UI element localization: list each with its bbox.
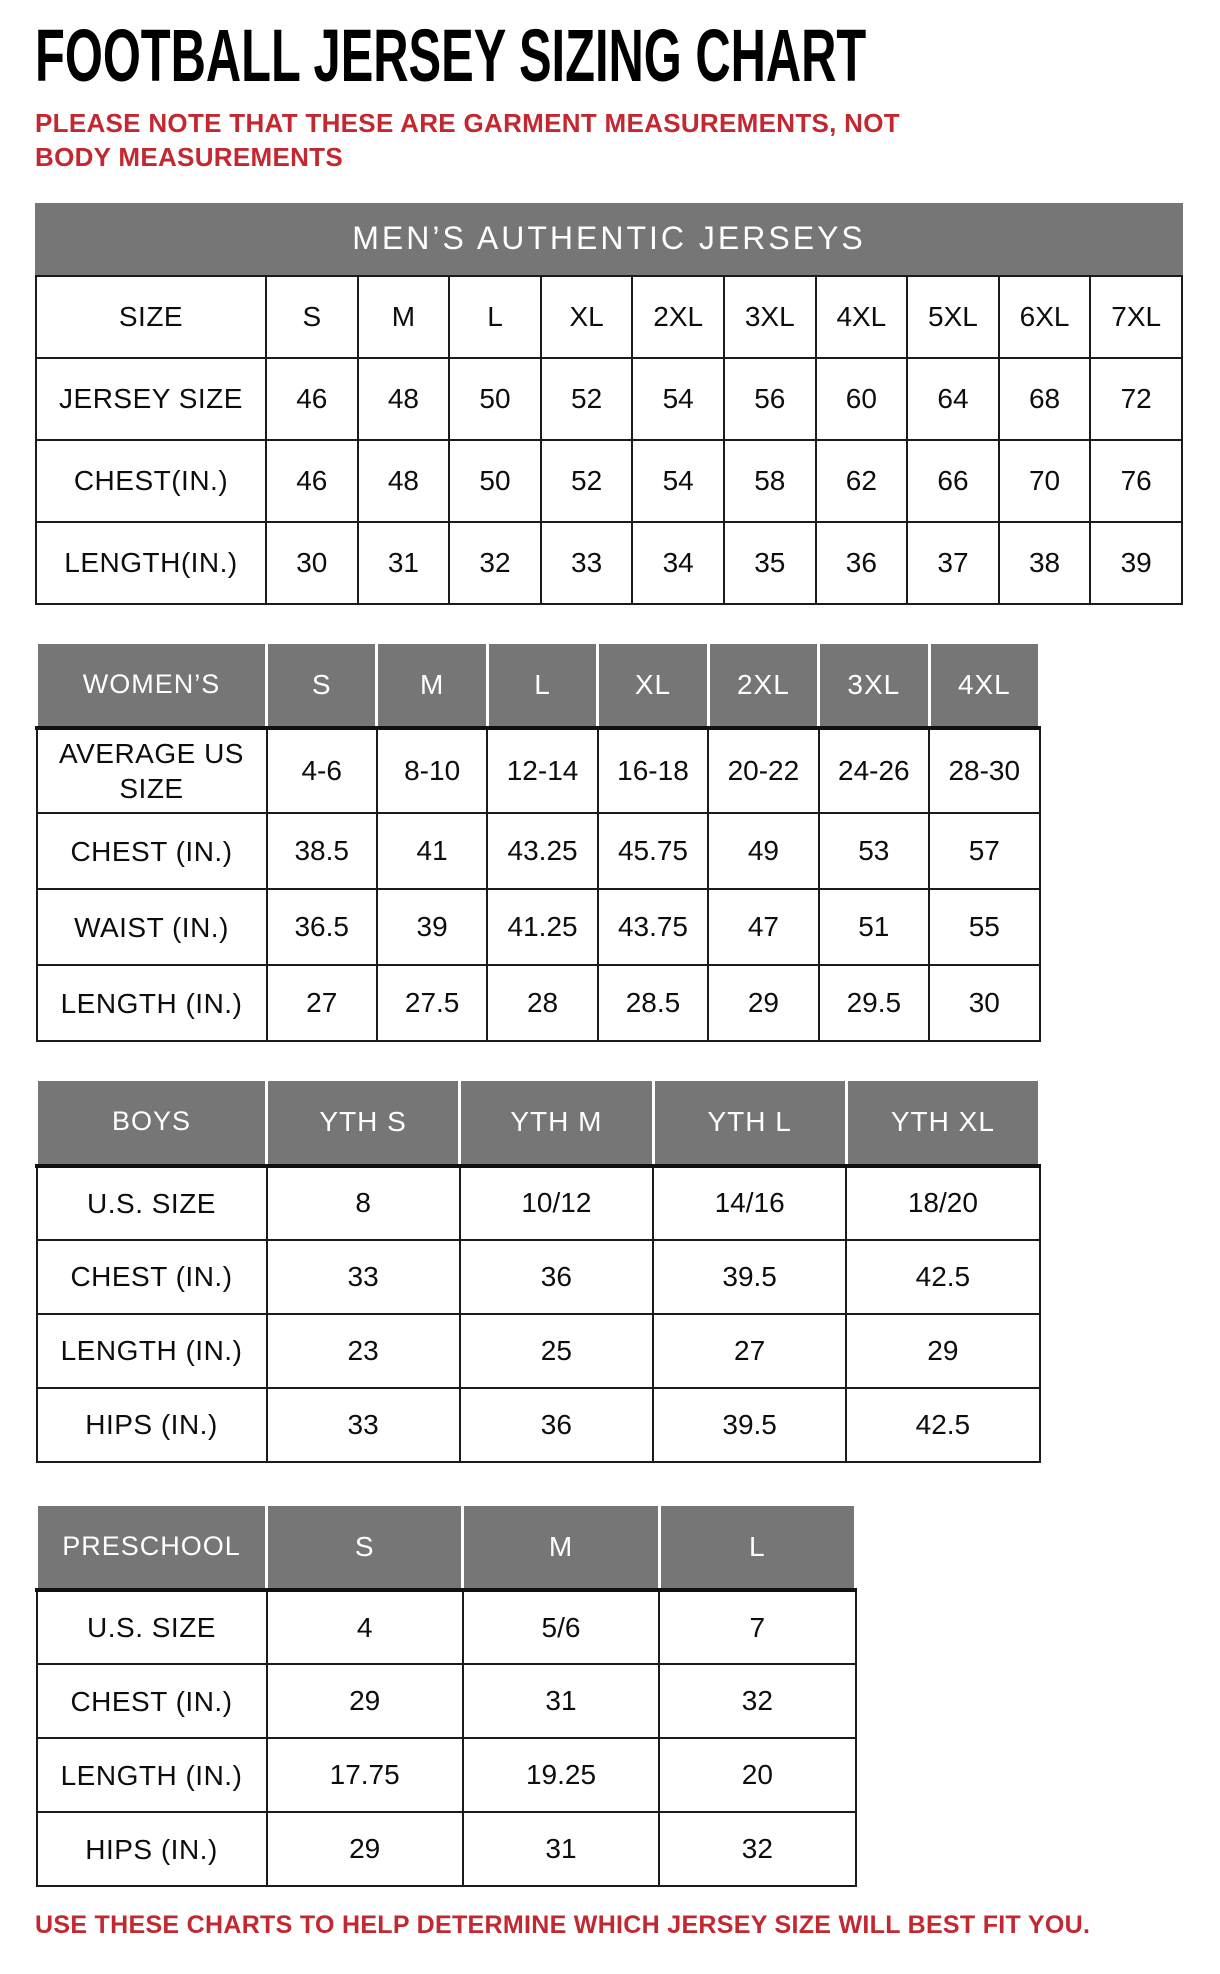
value-cell: 64 xyxy=(907,358,999,440)
table-row xyxy=(37,889,1040,965)
preschool-sizing-table xyxy=(35,1503,857,1888)
size-column-header: YTH L xyxy=(653,1080,846,1166)
value-cell: 20-22 xyxy=(708,728,818,813)
value-cell: 38.5 xyxy=(267,813,377,889)
value-cell: 43.75 xyxy=(598,889,708,965)
value-cell: 7XL xyxy=(1090,276,1182,358)
value-cell: 4 xyxy=(267,1590,463,1664)
value-cell: 24-26 xyxy=(819,728,929,813)
table-header-row xyxy=(37,1080,1040,1166)
value-cell: 33 xyxy=(267,1240,460,1314)
value-cell: S xyxy=(266,276,358,358)
value-cell: 8 xyxy=(267,1166,460,1240)
value-cell: 33 xyxy=(267,1388,460,1462)
value-cell: 29 xyxy=(708,965,818,1041)
size-column-header: M xyxy=(463,1504,659,1590)
value-cell: 29.5 xyxy=(819,965,929,1041)
value-cell: 52 xyxy=(541,358,633,440)
value-cell: 46 xyxy=(266,440,358,522)
value-cell: 56 xyxy=(724,358,816,440)
row-label: U.S. SIZE xyxy=(37,1590,267,1664)
value-cell: 46 xyxy=(266,358,358,440)
row-label: CHEST (IN.) xyxy=(37,1240,267,1314)
value-cell: 29 xyxy=(267,1664,463,1738)
table-row xyxy=(37,1240,1040,1314)
value-cell: 27 xyxy=(267,965,377,1041)
row-label: AVERAGE US SIZE xyxy=(37,728,267,813)
value-cell: 12-14 xyxy=(487,728,597,813)
table-header-row xyxy=(37,642,1040,728)
value-cell: 5XL xyxy=(907,276,999,358)
value-cell: 32 xyxy=(659,1812,855,1886)
value-cell: 16-18 xyxy=(598,728,708,813)
value-cell: M xyxy=(358,276,450,358)
value-cell: 41 xyxy=(377,813,487,889)
table-row xyxy=(37,1166,1040,1240)
size-column-header: S xyxy=(267,642,377,728)
size-column-header: YTH M xyxy=(460,1080,653,1166)
size-column-header: YTH XL xyxy=(846,1080,1039,1166)
table-header-row xyxy=(37,1504,856,1590)
value-cell: 28.5 xyxy=(598,965,708,1041)
table-row xyxy=(36,440,1182,522)
value-cell: 54 xyxy=(632,440,724,522)
value-cell: 41.25 xyxy=(487,889,597,965)
value-cell: 62 xyxy=(816,440,908,522)
garment-measurements-note: PLEASE NOTE THAT THESE ARE GARMENT MEASUREMENTS, NOT BODY MEASUREMENTS xyxy=(35,107,900,173)
value-cell: 10/12 xyxy=(460,1166,653,1240)
value-cell: 14/16 xyxy=(653,1166,846,1240)
row-label: CHEST (IN.) xyxy=(37,813,267,889)
womens-sizing-table xyxy=(35,641,1041,1043)
value-cell: 31 xyxy=(463,1664,659,1738)
value-cell: 50 xyxy=(449,358,541,440)
value-cell: 37 xyxy=(907,522,999,604)
mens-sizing-table xyxy=(35,275,1183,605)
size-column-header: 4XL xyxy=(929,642,1039,728)
table-row xyxy=(37,1590,856,1664)
value-cell: 33 xyxy=(541,522,633,604)
value-cell: 43.25 xyxy=(487,813,597,889)
row-label: CHEST (IN.) xyxy=(37,1664,267,1738)
value-cell: 29 xyxy=(846,1314,1039,1388)
value-cell: 2XL xyxy=(632,276,724,358)
row-label: LENGTH (IN.) xyxy=(37,965,267,1041)
value-cell: 39 xyxy=(377,889,487,965)
table-header-label: BOYS xyxy=(37,1080,267,1166)
table-header-label: WOMEN’S xyxy=(37,642,267,728)
value-cell: 28 xyxy=(487,965,597,1041)
value-cell: 23 xyxy=(267,1314,460,1388)
value-cell: 42.5 xyxy=(846,1388,1039,1462)
table-row xyxy=(37,728,1040,813)
value-cell: 45.75 xyxy=(598,813,708,889)
value-cell: 27.5 xyxy=(377,965,487,1041)
value-cell: 7 xyxy=(659,1590,855,1664)
value-cell: 39.5 xyxy=(653,1388,846,1462)
value-cell: 70 xyxy=(999,440,1091,522)
value-cell: 50 xyxy=(449,440,541,522)
value-cell: 55 xyxy=(929,889,1039,965)
table-row xyxy=(37,1388,1040,1462)
value-cell: 42.5 xyxy=(846,1240,1039,1314)
value-cell: 34 xyxy=(632,522,724,604)
value-cell: 6XL xyxy=(999,276,1091,358)
table-row xyxy=(37,1812,856,1886)
row-label: LENGTH (IN.) xyxy=(37,1314,267,1388)
table-row xyxy=(36,276,1182,358)
table-row xyxy=(36,522,1182,604)
value-cell: 25 xyxy=(460,1314,653,1388)
value-cell: 68 xyxy=(999,358,1091,440)
table-row xyxy=(36,358,1182,440)
value-cell: 58 xyxy=(724,440,816,522)
size-column-header: 2XL xyxy=(708,642,818,728)
value-cell: 57 xyxy=(929,813,1039,889)
value-cell: 39 xyxy=(1090,522,1182,604)
row-label: HIPS (IN.) xyxy=(37,1812,267,1886)
value-cell: 54 xyxy=(632,358,724,440)
value-cell: 18/20 xyxy=(846,1166,1039,1240)
table-row xyxy=(37,1738,856,1812)
table-row xyxy=(37,1664,856,1738)
size-column-header: 3XL xyxy=(819,642,929,728)
size-column-header: L xyxy=(659,1504,855,1590)
value-cell: 51 xyxy=(819,889,929,965)
size-column-header: M xyxy=(377,642,487,728)
value-cell: 28-30 xyxy=(929,728,1039,813)
value-cell: 3XL xyxy=(724,276,816,358)
mens-table-banner: MEN’S AUTHENTIC JERSEYS xyxy=(35,203,1183,275)
value-cell: L xyxy=(449,276,541,358)
value-cell: 20 xyxy=(659,1738,855,1812)
footer-text: USE THESE CHARTS TO HELP DETERMINE WHICH JERSEY SIZE WILL BEST FIT YOU. xyxy=(35,1911,1091,1940)
value-cell: 30 xyxy=(929,965,1039,1041)
value-cell: 32 xyxy=(449,522,541,604)
table-row xyxy=(37,813,1040,889)
table-header-label: PRESCHOOL xyxy=(37,1504,267,1590)
value-cell: 31 xyxy=(358,522,450,604)
value-cell: 36 xyxy=(816,522,908,604)
row-label: LENGTH (IN.) xyxy=(37,1738,267,1812)
row-label: JERSEY SIZE xyxy=(36,358,266,440)
row-label: U.S. SIZE xyxy=(37,1166,267,1240)
row-label: WAIST (IN.) xyxy=(37,889,267,965)
value-cell: 27 xyxy=(653,1314,846,1388)
value-cell: 76 xyxy=(1090,440,1182,522)
size-column-header: S xyxy=(267,1504,463,1590)
value-cell: 29 xyxy=(267,1812,463,1886)
value-cell: 49 xyxy=(708,813,818,889)
value-cell: 5/6 xyxy=(463,1590,659,1664)
value-cell: 36 xyxy=(460,1240,653,1314)
value-cell: 60 xyxy=(816,358,908,440)
boys-sizing-table xyxy=(35,1078,1041,1463)
value-cell: 47 xyxy=(708,889,818,965)
value-cell: 35 xyxy=(724,522,816,604)
size-column-header: L xyxy=(487,642,597,728)
value-cell: 66 xyxy=(907,440,999,522)
table-row xyxy=(37,1314,1040,1388)
value-cell: 19.25 xyxy=(463,1738,659,1812)
value-cell: 31 xyxy=(463,1812,659,1886)
value-cell: 30 xyxy=(266,522,358,604)
value-cell: 4XL xyxy=(816,276,908,358)
row-label: LENGTH(IN.) xyxy=(36,522,266,604)
value-cell: 39.5 xyxy=(653,1240,846,1314)
value-cell: 36.5 xyxy=(267,889,377,965)
table-row xyxy=(37,965,1040,1041)
value-cell: 32 xyxy=(659,1664,855,1738)
page-title: FOOTBALL JERSEY SIZING CHART xyxy=(35,14,867,97)
row-label: HIPS (IN.) xyxy=(37,1388,267,1462)
size-column-header: XL xyxy=(598,642,708,728)
value-cell: 4-6 xyxy=(267,728,377,813)
value-cell: 38 xyxy=(999,522,1091,604)
value-cell: 48 xyxy=(358,358,450,440)
value-cell: 53 xyxy=(819,813,929,889)
row-label: CHEST(IN.) xyxy=(36,440,266,522)
value-cell: 72 xyxy=(1090,358,1182,440)
value-cell: XL xyxy=(541,276,633,358)
value-cell: 36 xyxy=(460,1388,653,1462)
value-cell: 17.75 xyxy=(267,1738,463,1812)
value-cell: 52 xyxy=(541,440,633,522)
value-cell: 48 xyxy=(358,440,450,522)
size-column-header: YTH S xyxy=(267,1080,460,1166)
value-cell: 8-10 xyxy=(377,728,487,813)
row-label: SIZE xyxy=(36,276,266,358)
